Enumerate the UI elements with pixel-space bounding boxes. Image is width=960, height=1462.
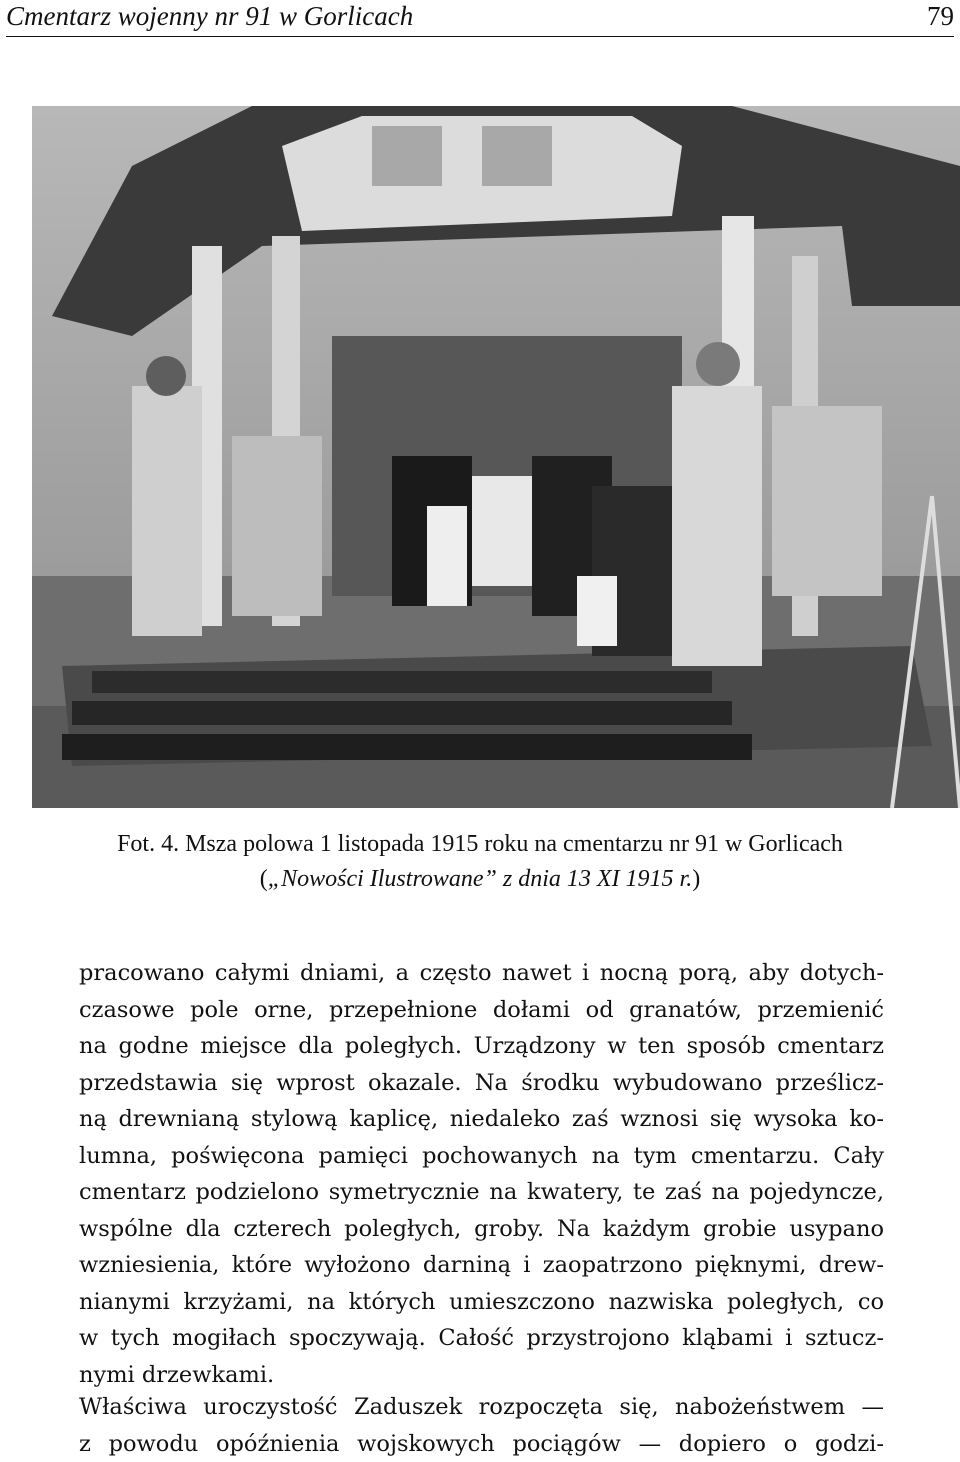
- text-line: w tych mogiłach spoczywają. Całość przystrojono kląbami i sztucz-: [79, 1320, 884, 1357]
- text-line: nianymi krzyżami, na których umieszczono nazwiska poległych, co: [79, 1284, 884, 1321]
- text-line: czasowe pole orne, przepełnione dołami od granatów, przemienić: [79, 992, 884, 1029]
- text-line: cmentarz podzielono symetrycznie na kwatery, te zaś na pojedyncze,: [79, 1174, 884, 1211]
- text-line: wzniesienia, które wyłożono darniną i zaopatrzono pięknymi, drew-: [79, 1247, 884, 1284]
- text-line: nymi drzewkami.: [79, 1357, 884, 1394]
- caption-line-1: Fot. 4. Msza polowa 1 listopada 1915 roku na cmentarzu nr 91 w Gorlicach: [40, 828, 920, 860]
- text-line: wspólne dla czterech poległych, groby. Na każdym grobie usypano: [79, 1211, 884, 1248]
- text-line: na godne miejsce dla poległych. Urządzony w ten sposób cmentarz: [79, 1028, 884, 1065]
- text-line: przedstawia się wprost okazale. Na środku wybudowano prześlicz-: [79, 1065, 884, 1102]
- text-line: lumna, poświęcona pamięci pochowanych na tym cmentarzu. Cały: [79, 1138, 884, 1175]
- caption-line-2: [40, 863, 920, 895]
- caption-source: „Nowości Ilustrowane” z dnia 13 XI 1915 r.: [268, 866, 693, 892]
- text-line: z powodu opóźnienia wojskowych pociągów — dopiero o godzi-: [79, 1426, 884, 1462]
- paragraph-2: [79, 1389, 884, 1462]
- historical-photo: [32, 106, 960, 808]
- caption-close-paren: ): [692, 866, 700, 892]
- paragraph-1: [79, 955, 884, 1393]
- text-line: pracowano całymi dniami, a często nawet i nocną porą, aby dotych-: [79, 955, 884, 992]
- running-head: [6, 0, 954, 37]
- caption-open-paren: (: [260, 866, 268, 892]
- text-line: Właściwa uroczystość Zaduszek rozpoczęta się, nabożeństwem —: [79, 1389, 884, 1426]
- text-line: ną drewnianą stylową kaplicę, niedaleko zaś wznosi się wysoka ko-: [79, 1101, 884, 1138]
- page-number: 79: [927, 0, 954, 32]
- running-head-title: Cmentarz wojenny nr 91 w Gorlicach: [6, 0, 413, 32]
